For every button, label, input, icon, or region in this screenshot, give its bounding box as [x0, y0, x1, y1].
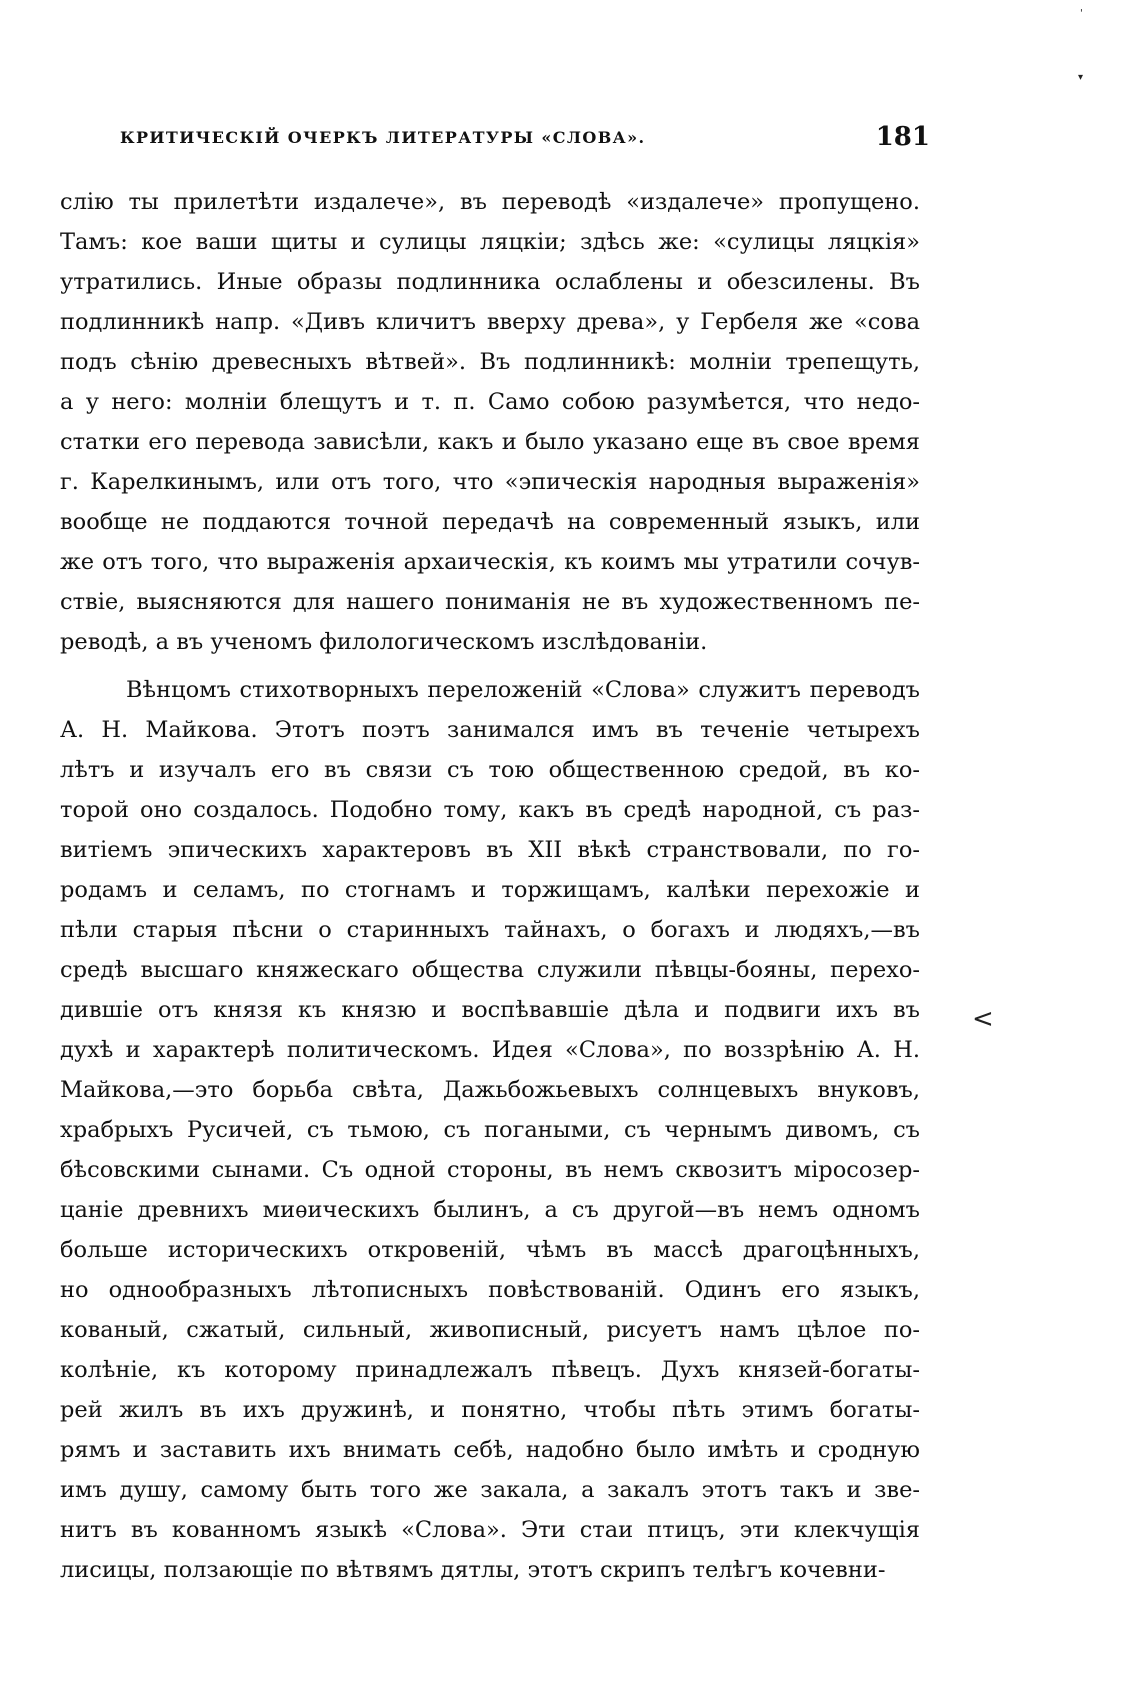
text-line: торой оно создалось. Подобно тому, какъ въ средѣ народной, съ раз- [60, 797, 920, 823]
text-line: имъ душу, самому быть того же закала, а закалъ этотъ такъ и зве- [60, 1477, 920, 1503]
text-line: бѣсовскими сынами. Съ одной стороны, въ немъ сквозитъ міросозер- [60, 1157, 920, 1183]
text-line: дившіе отъ князя къ князю и воспѣвавшіе дѣла и подвиги ихъ въ [60, 997, 920, 1023]
page-header [120, 122, 930, 154]
text-line: Майкова,—это борьба свѣта, Дажьбожьевыхъ солнцевыхъ внуковъ, [60, 1077, 920, 1103]
text-line: нитъ въ кованномъ языкѣ «Слова». Эти стаи птицъ, эти клекчущія [60, 1517, 920, 1543]
text-line: кованый, сжатый, сильный, живописный, рисуетъ намъ цѣлое по- [60, 1317, 920, 1343]
text-line: духѣ и характерѣ политическомъ. Идея «Слова», по воззрѣнію А. Н. [60, 1037, 920, 1063]
text-line: лѣтъ и изучалъ его въ связи съ тою общественною средой, въ ко- [60, 757, 920, 783]
text-line: рямъ и заставить ихъ внимать себѣ, надобно было имѣть и сродную [60, 1437, 920, 1463]
text-line: больше историческихъ откровеній, чѣмъ въ массѣ драгоцѣнныхъ, [60, 1237, 920, 1263]
text-line: подлинникѣ напр. «Дивъ кличитъ вверху древа», у Гербеля же «сова [60, 309, 920, 335]
text-line: рей жилъ въ ихъ дружинѣ, и понятно, чтобы пѣть этимъ богаты- [60, 1397, 920, 1423]
scan-speck-mark: ' [1080, 8, 1083, 19]
paragraph [60, 670, 920, 1590]
text-line: утратились. Иные образы подлинника ослаблены и обезсилены. Въ [60, 269, 920, 295]
text-line: родамъ и селамъ, по стогнамъ и торжищамъ, калѣки перехожіе и [60, 877, 920, 903]
pencil-tick-mark: < [972, 1004, 994, 1034]
paragraph-gap [60, 662, 920, 670]
text-line: г. Карелкинымъ, или отъ того, что «эпическія народныя выраженія» [60, 469, 920, 495]
page-number: 181 [875, 122, 930, 152]
text-line: цаніе древнихъ миѳическихъ былинъ, а съ другой—въ немъ одномъ [60, 1197, 920, 1223]
text-line: витіемъ эпическихъ характеровъ въ XII вѣкѣ странствовали, по го- [60, 837, 920, 863]
text-line: ствіе, выясняются для нашего пониманія не въ художественномъ пе- [60, 589, 920, 615]
text-line: Тамъ: кое ваши щиты и сулицы ляцкіи; здѣсь же: «сулицы ляцкія» [60, 229, 920, 255]
body-text [60, 182, 920, 1590]
paragraph [60, 182, 920, 662]
text-line: же отъ того, что выраженія архаическія, къ коимъ мы утратили сочув- [60, 549, 920, 575]
text-line: храбрыхъ Русичей, съ тьмою, съ погаными, съ чернымъ дивомъ, съ [60, 1117, 920, 1143]
text-line: слію ты прилетѣти издалече», въ переводѣ «издалече» пропущено. [60, 189, 920, 215]
text-line: А. Н. Майкова. Этотъ поэтъ занимался имъ въ теченіе четырехъ [60, 717, 920, 743]
text-line: пѣли старыя пѣсни о старинныхъ тайнахъ, о богахъ и людяхъ,—въ [60, 917, 920, 943]
text-line: реводѣ, а въ ученомъ филологическомъ изслѣдованіи. [60, 629, 708, 655]
scan-speck-mark: ▾ [1078, 72, 1084, 83]
text-line: средѣ высшаго княжескаго общества служили пѣвцы-бояны, перехо- [60, 957, 920, 983]
text-line: Вѣнцомъ стихотворныхъ переложеній «Слова» служитъ переводъ [126, 677, 920, 703]
text-line: статки его перевода зависѣли, какъ и было указано еще въ свое время [60, 429, 920, 455]
text-line: а у него: молніи блещутъ и т. п. Само собою разумѣется, что недо- [60, 389, 920, 415]
text-line: подъ сѣнію древесныхъ вѣтвей». Въ подлинникѣ: молніи трепещуть, [60, 349, 920, 375]
text-line: лисицы, ползающіе по вѣтвямъ дятлы, этотъ скрипъ телѣгъ кочевни- [60, 1557, 886, 1583]
text-line: но однообразныхъ лѣтописныхъ повѣствованій. Одинъ его языкъ, [60, 1277, 920, 1303]
running-head: КРИТИЧЕСКІЙ ОЧЕРКЪ ЛИТЕРАТУРЫ «СЛОВА». [120, 128, 646, 147]
text-line: вообще не поддаются точной передачѣ на современный языкъ, или [60, 509, 920, 535]
text-line: колѣніе, къ которому принадлежалъ пѣвецъ. Духъ князей-богаты- [60, 1357, 920, 1383]
